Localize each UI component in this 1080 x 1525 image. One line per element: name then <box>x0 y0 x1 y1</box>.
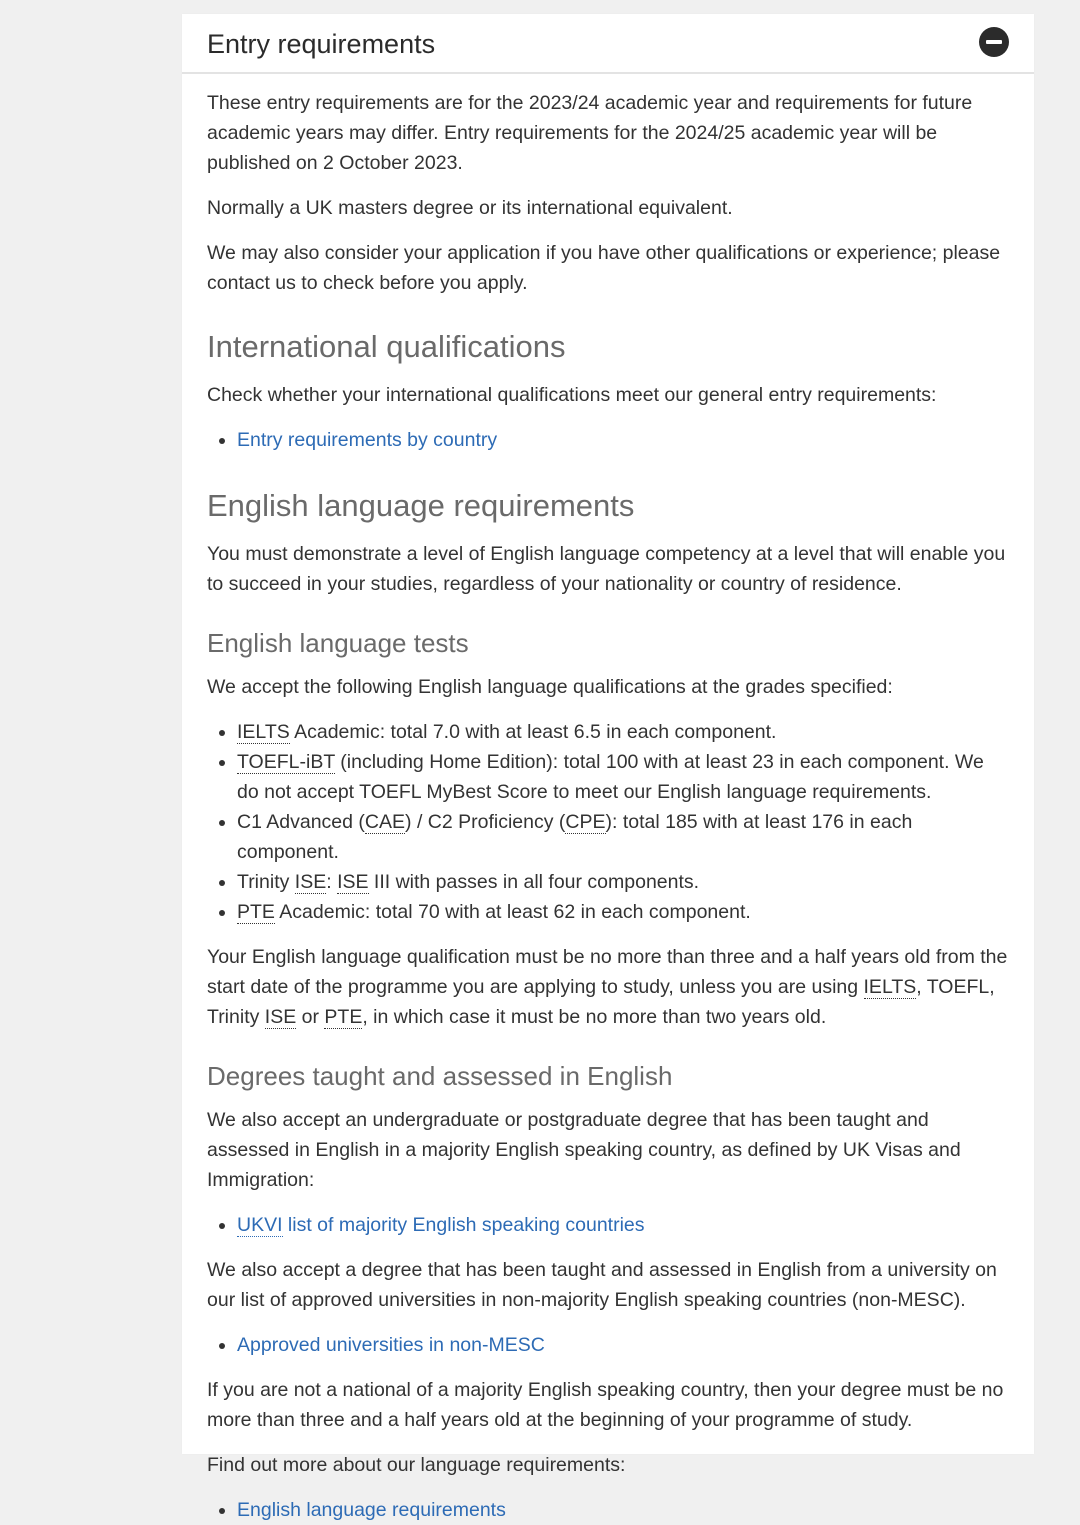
english-language-tests-heading: English language tests <box>207 628 469 658</box>
english-language-requirements-link[interactable]: English language requirements <box>237 1499 506 1521</box>
english-language-requirements-heading: English language requirements <box>207 488 635 523</box>
list-item <box>237 1210 1009 1240</box>
minus-circle-icon <box>986 40 1002 44</box>
pte-requirement: Academic: total 70 with at least 62 in each component. <box>274 901 751 923</box>
ise-abbr: ISE <box>264 1006 297 1028</box>
cambridge-test-item <box>237 807 1009 867</box>
degrees-paragraph-2: We also accept a degree that has been taught and assessed in English from a university on our list of approved universities in non-majority English speaking countries (non-MESC). <box>207 1259 997 1311</box>
toefl-requirement: (including Home Edition): total 100 with at least 23 in each component. We do not accept TOEFL MyBest Score to meet our English language requirements. <box>237 751 984 803</box>
ukvi-majority-english-countries-link[interactable] <box>237 1214 645 1237</box>
degrees-paragraph-3: If you are not a national of a majority English speaking country, then your degree must be no more than three and a half years old at the beginning of your programme of study. <box>207 1379 1004 1431</box>
cambridge-text: ) / C2 Proficiency ( <box>405 811 566 833</box>
validity-text: Your English language qualification must be no more than three and a half years old from the start date of the programme you are applying to study, unless you are using <box>207 946 1008 998</box>
degrees-taught-heading: Degrees taught and assessed in English <box>207 1061 673 1091</box>
ielts-abbr: IELTS <box>237 721 290 743</box>
cae-abbr: CAE <box>364 811 406 833</box>
international-links-list <box>207 425 1009 455</box>
pte-abbr: PTE <box>324 1006 363 1028</box>
cambridge-text: C1 Advanced ( <box>237 811 365 833</box>
panel-title: Entry requirements <box>207 29 436 59</box>
language-requirements-links-list <box>207 1495 1009 1525</box>
list-item <box>237 1495 1009 1525</box>
list-item <box>237 425 1009 455</box>
panel-body <box>182 74 1034 1525</box>
degrees-paragraph-4: Find out more about our language requirements: <box>207 1454 626 1476</box>
english-tests-list <box>207 717 1009 927</box>
ukvi-link-text: list of majority English speaking countries <box>282 1214 645 1236</box>
trinity-text: Trinity <box>237 871 295 893</box>
panel-header[interactable] <box>182 14 1034 74</box>
pte-abbr: PTE <box>237 901 275 923</box>
intro-paragraph-1: These entry requirements are for the 2023/24 academic year and requirements for future academic years may differ. Entry requirements for the 2024/25 academic year will be published on 2 October 2023. <box>207 92 973 174</box>
degrees-paragraph-1: We also accept an undergraduate or postgraduate degree that has been taught and assessed in English in a majority English speaking country, as defined by UK Visas and Immigration: <box>207 1109 961 1191</box>
cpe-abbr: CPE <box>565 811 606 833</box>
ukvi-links-list <box>207 1210 1009 1240</box>
validity-text: or <box>296 1006 325 1028</box>
english-language-requirements-text: You must demonstrate a level of English language competency at a level that will enable you to succeed in your studies, regardless of your nationality or country of residence. <box>207 543 1006 595</box>
ise-abbr: ISE <box>337 871 369 893</box>
qualification-validity-text <box>207 942 1009 1032</box>
trinity-text: III with passes in all four components. <box>368 871 700 893</box>
approved-universities-non-mesc-link[interactable]: Approved universities in non-MESC <box>237 1334 545 1356</box>
non-mesc-links-list <box>207 1330 1009 1360</box>
toefl-test-item <box>237 747 1009 807</box>
ielts-requirement: Academic: total 7.0 with at least 6.5 in each component. <box>289 721 777 743</box>
intro-paragraph-3: We may also consider your application if you have other qualifications or experience; please contact us to check before you apply. <box>207 242 1001 294</box>
toefl-abbr: TOEFL-iBT <box>237 751 335 773</box>
trinity-text: : <box>326 871 338 893</box>
list-item <box>237 1330 1009 1360</box>
validity-text: , TOEFL, Trinity <box>207 976 995 1028</box>
pte-test-item <box>237 897 1009 927</box>
entry-requirements-panel <box>182 14 1034 1521</box>
validity-text: , in which case it must be no more than two years old. <box>362 1006 827 1028</box>
english-language-tests-intro: We accept the following English language qualifications at the grades specified: <box>207 676 893 698</box>
international-qualifications-heading: International qualifications <box>207 329 566 364</box>
international-qualifications-text: Check whether your international qualifications meet our general entry requirements: <box>207 384 937 406</box>
ielts-abbr: IELTS <box>863 976 917 998</box>
ise-abbr: ISE <box>294 871 327 893</box>
ukvi-abbr: UKVI <box>237 1214 283 1236</box>
ielts-test-item <box>237 717 1009 747</box>
trinity-test-item <box>237 867 1009 897</box>
intro-paragraph-2: Normally a UK masters degree or its international equivalent. <box>207 197 733 219</box>
entry-requirements-by-country-link[interactable]: Entry requirements by country <box>237 429 498 451</box>
cambridge-text: ): total 185 with at least 176 in each component. <box>237 811 913 863</box>
collapse-button[interactable] <box>979 27 1009 57</box>
